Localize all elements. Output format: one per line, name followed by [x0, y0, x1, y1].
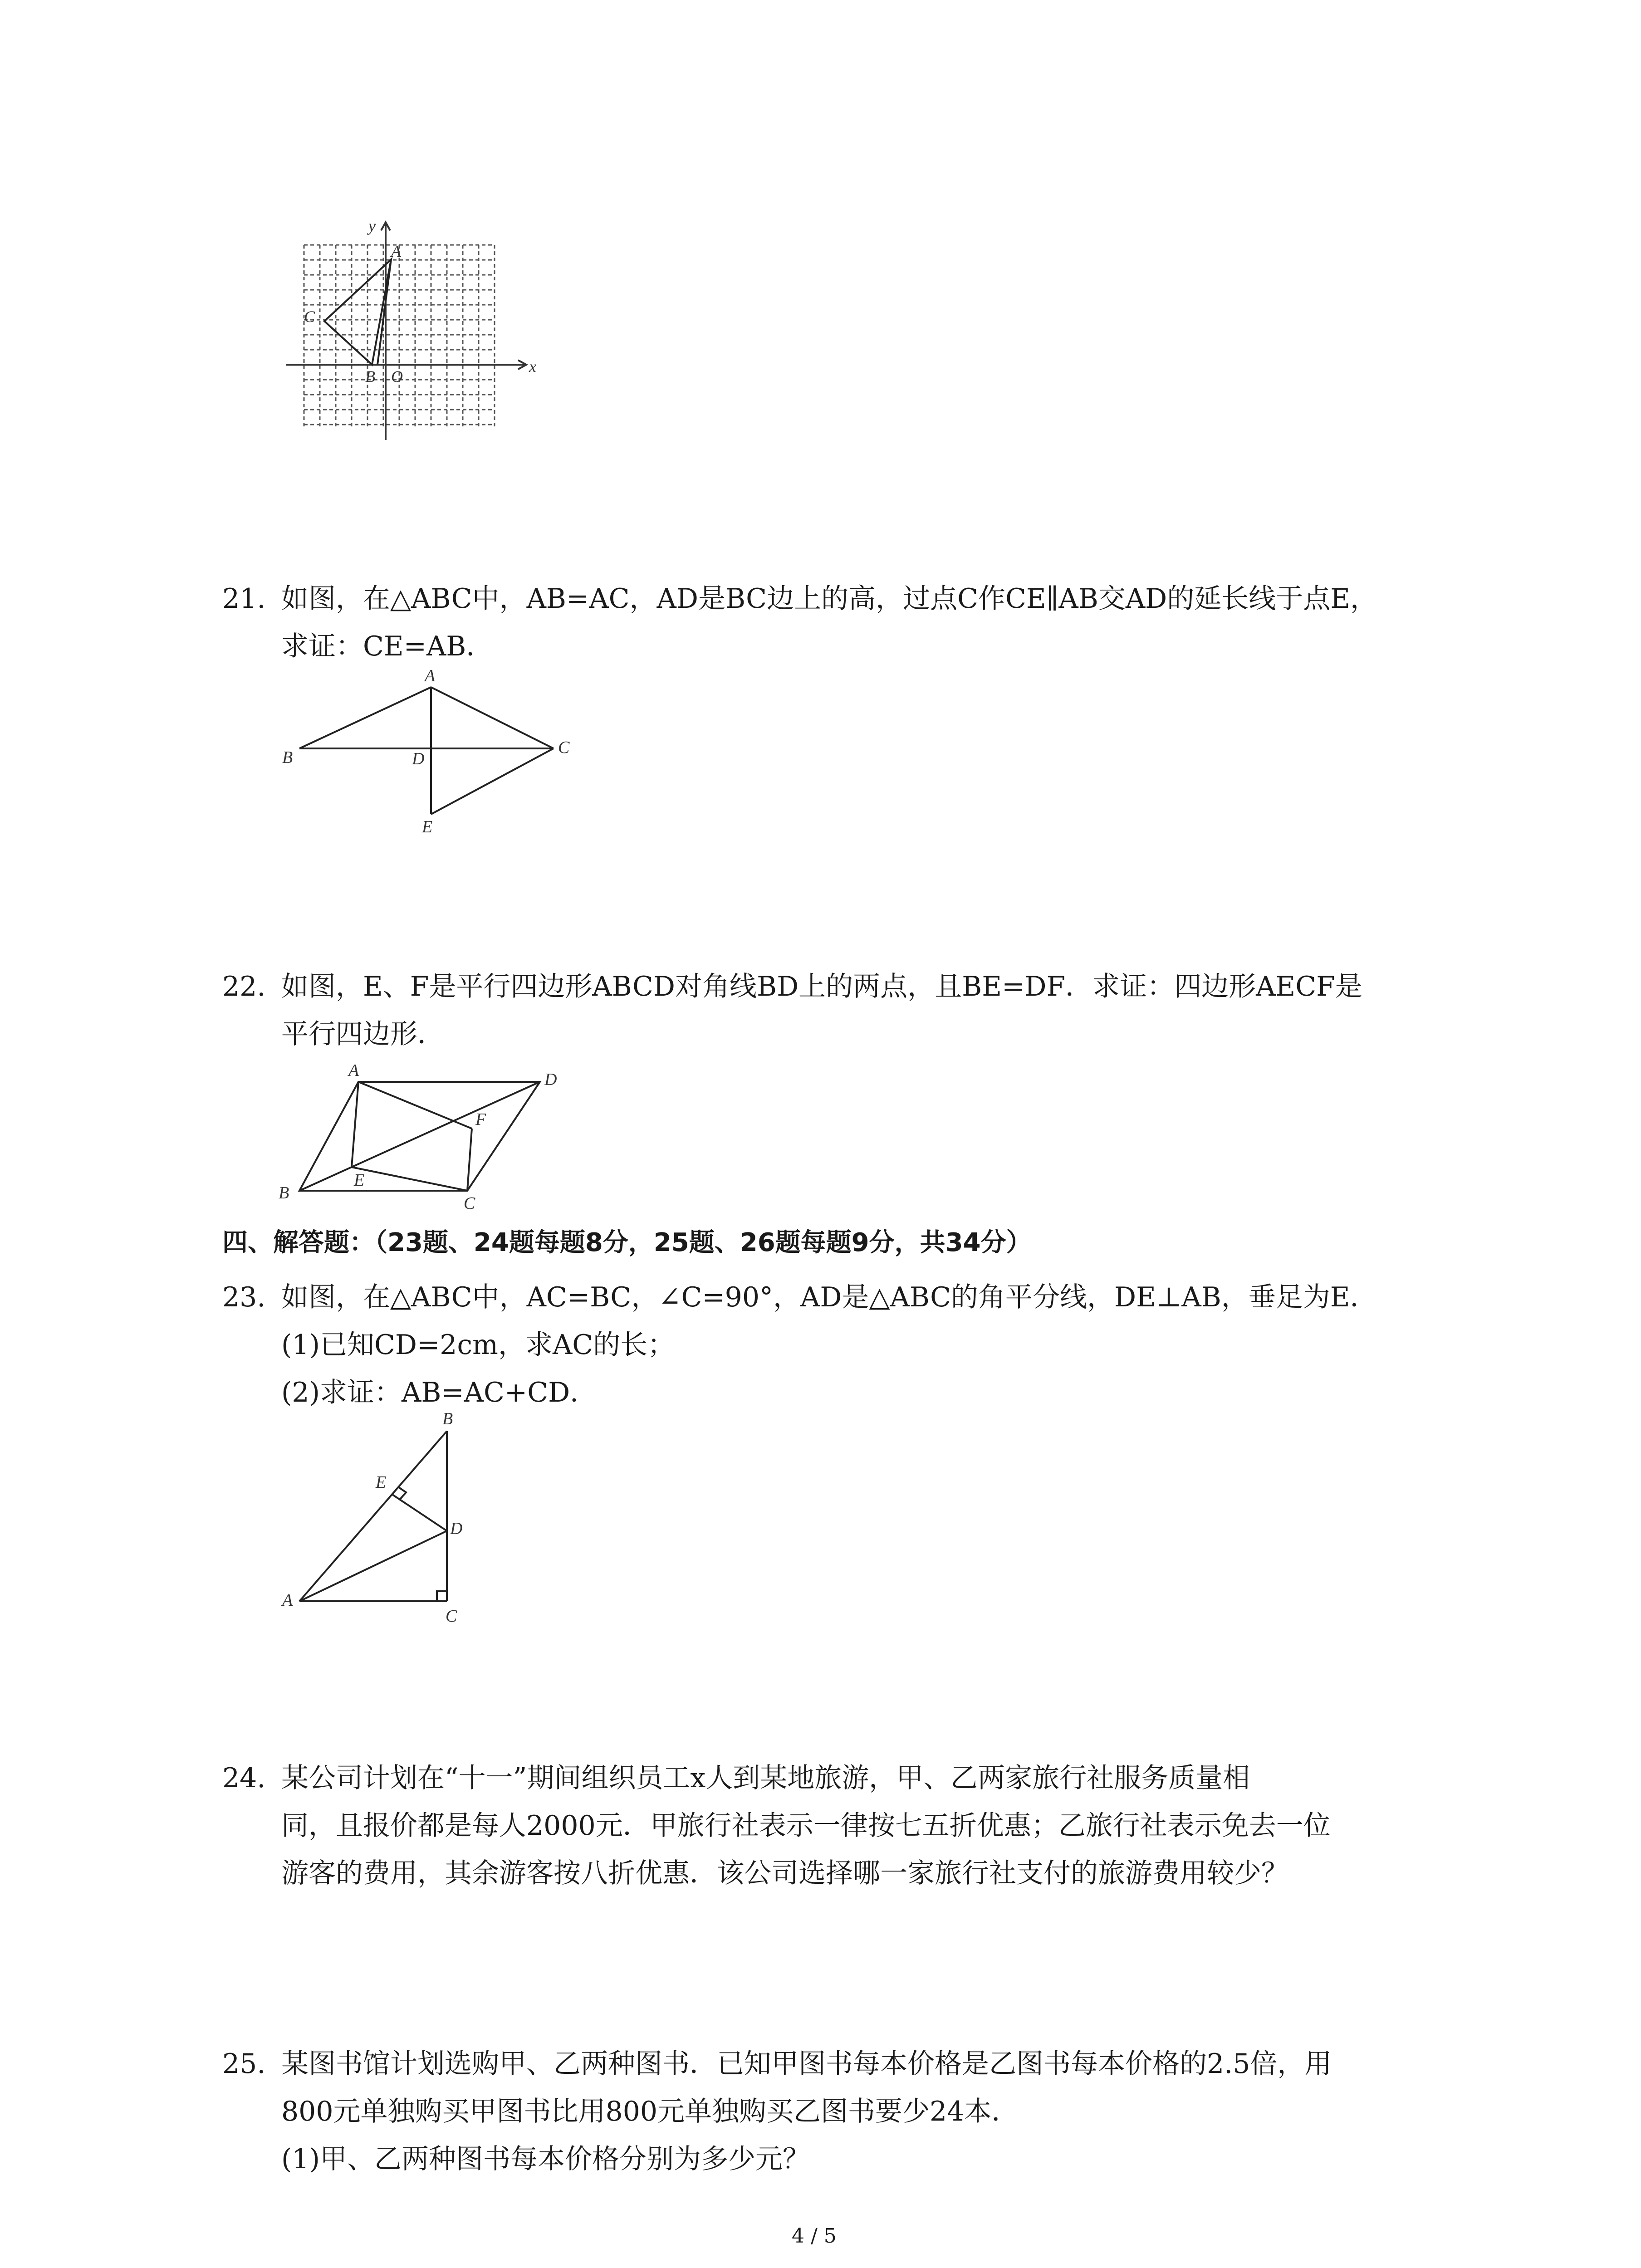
question-24-text-line2: 同，且报价都是每人2000元．甲旅行社表示一律按七五折优惠；乙旅行社表示免去一位: [281, 1810, 1331, 1842]
grid-label-b: B: [365, 367, 375, 386]
q23-label-e: E: [376, 1473, 387, 1492]
question-21-number: 21.: [222, 583, 266, 615]
grid-label-c: C: [304, 308, 315, 326]
grid-label-x: x: [529, 357, 536, 376]
q21-label-c: C: [558, 738, 570, 757]
question-24-text-line3: 游客的费用，其余游客按八折优惠．该公司选择哪一家旅行社支付的旅游费用较少？: [281, 1857, 1288, 1889]
q21-label-e: E: [422, 817, 433, 836]
q23-label-d: D: [450, 1519, 463, 1538]
q21-label-d: D: [412, 749, 425, 768]
question-25-part1: (1)甲、乙两种图书每本价格分别为多少元？: [281, 2143, 810, 2175]
question-21-figure: [272, 662, 590, 844]
question-22-text-line1: 如图，E、F是平行四边形ABCD对角线BD上的两点，且BE=DF．求证：四边形AECF是: [281, 971, 1362, 1002]
question-23-number: 23.: [222, 1281, 266, 1313]
grid-label-o: O: [391, 367, 403, 386]
grid-label-y: y: [368, 217, 376, 235]
q21-label-b: B: [282, 748, 293, 767]
q22-label-e: E: [354, 1171, 365, 1190]
q22-label-a: A: [348, 1061, 359, 1080]
question-24-number: 24.: [222, 1762, 266, 1794]
q21-label-a: A: [425, 666, 436, 685]
q22-label-c: C: [464, 1194, 475, 1213]
question-25-text-line1: 某图书馆计划选购甲、乙两种图书．已知甲图书每本价格是乙图书每本价格的2.5倍，用: [281, 2048, 1332, 2080]
q23-label-c: C: [446, 1607, 457, 1626]
section-4-heading: 四、解答题：（23题、24题每题8分，25题、26题每题9分，共34分）: [222, 1228, 1032, 1257]
question-22-number: 22.: [222, 971, 266, 1002]
question-23-figure: [272, 1411, 499, 1628]
q22-label-b: B: [279, 1183, 289, 1202]
grid-label-a: A: [391, 242, 401, 260]
page-number: 4 / 5: [792, 2224, 837, 2248]
q23-label-a: A: [282, 1591, 293, 1610]
q23-label-b: B: [442, 1411, 453, 1428]
question-23-part1: (1)已知CD=2cm，求AC的长；: [281, 1329, 675, 1361]
question-21-text-line2: 求证：CE=AB．: [281, 631, 494, 662]
question-21-text-line1: 如图，在△ABC中，AB=AC，AD是BC边上的高，过点C作CE∥AB交AD的延长线于点E，: [281, 583, 1378, 615]
question-23-text-line1: 如图，在△ABC中，AC=BC，∠C=90°，AD是△ABC的角平分线，DE⊥AB，垂足为E．: [281, 1281, 1377, 1313]
question-23-part2: (2)求证：AB=AC+CD．: [281, 1377, 598, 1408]
question-25-text-line2: 800元单独购买甲图书比用800元单独购买乙图书要少24本．: [281, 2096, 1019, 2127]
q22-label-d: D: [544, 1070, 557, 1089]
question-24-text-line1: 某公司计划在“十一”期间组织员工x人到某地旅游，甲、乙两家旅行社服务质量相: [281, 1762, 1250, 1794]
q22-label-f: F: [475, 1110, 486, 1129]
coordinate-grid-figure: [272, 213, 554, 449]
question-25-number: 25.: [222, 2048, 266, 2080]
question-22-text-line2: 平行四边形．: [281, 1018, 445, 1050]
question-22-figure: [272, 1057, 590, 1220]
